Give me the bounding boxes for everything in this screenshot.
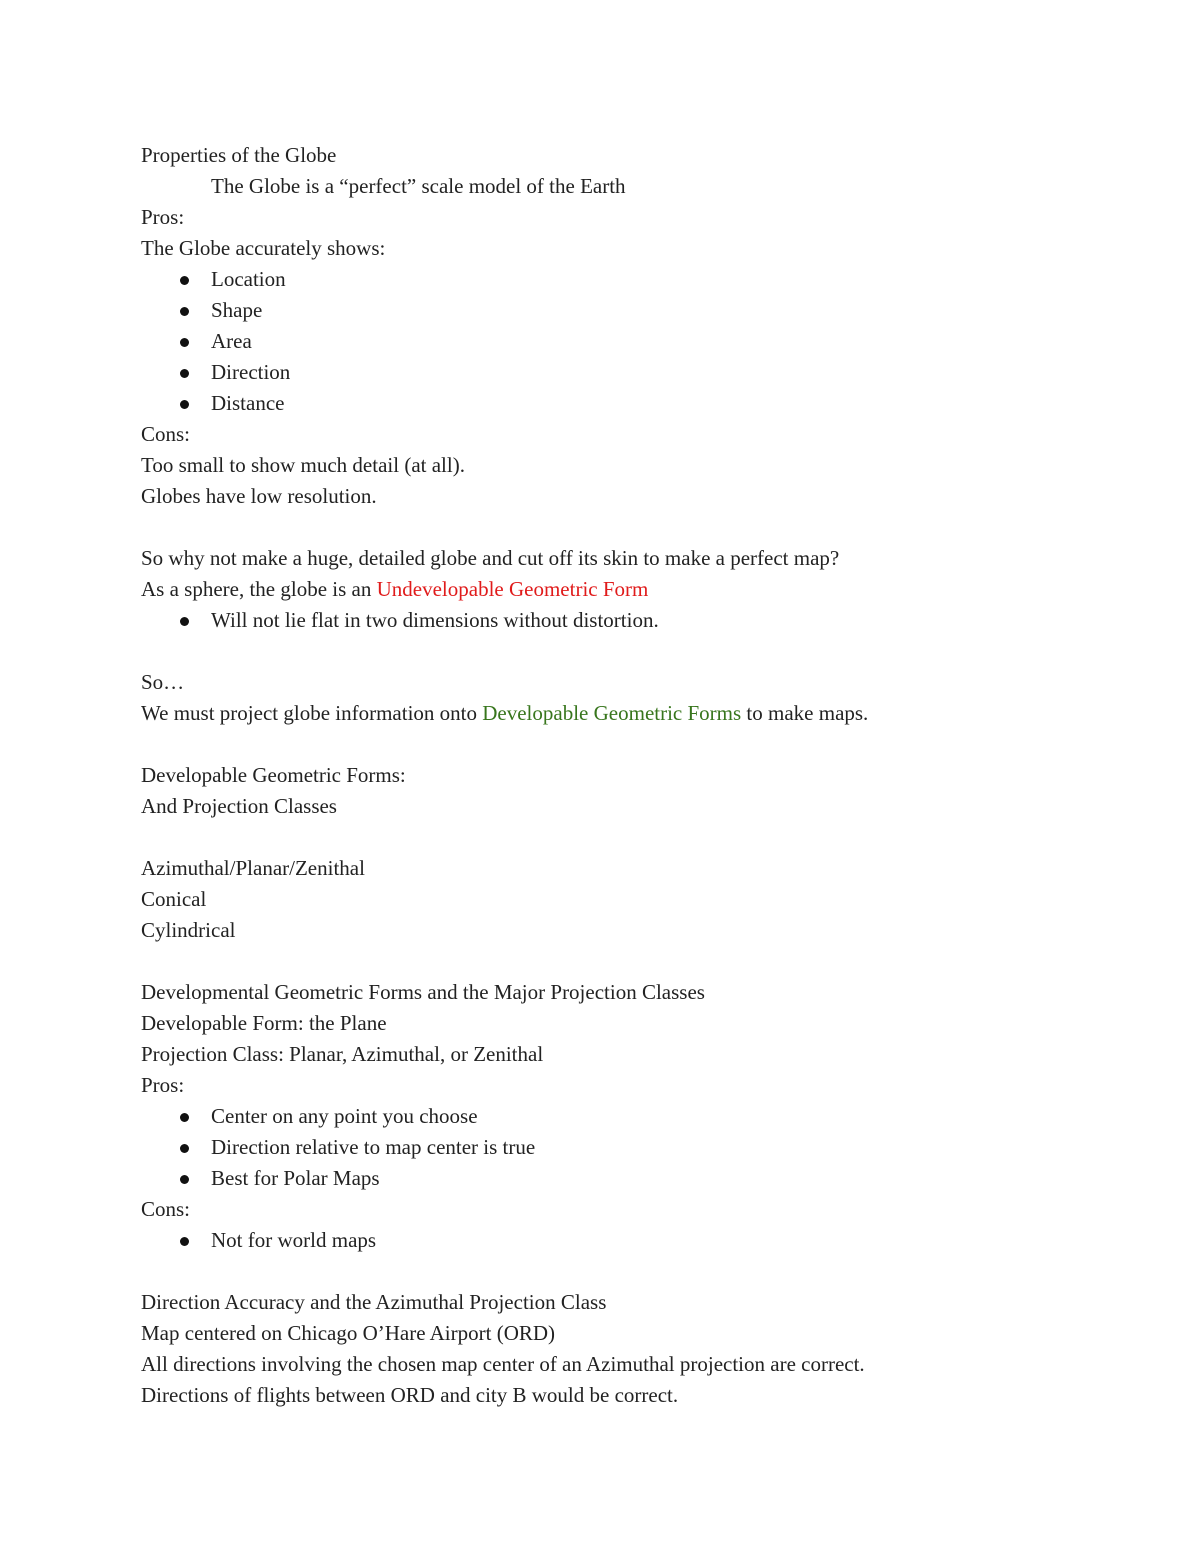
statement-prefix: As a sphere, the globe is an: [141, 577, 377, 601]
section-title-plane: Developmental Geometric Forms and the Major Projection Classes: [141, 980, 705, 1004]
forms-list-item: Cylindrical: [141, 918, 236, 942]
plane-class: Projection Class: Planar, Azimuthal, or Zenithal: [141, 1042, 544, 1066]
bullet-icon: [180, 400, 189, 409]
list-item: [141, 1101, 1101, 1132]
direction-line: Map centered on Chicago O’Hare Airport (ORD): [141, 1321, 556, 1345]
project-statement: [141, 698, 1101, 729]
direction-line: All directions involving the chosen map center of an Azimuthal projection are correct.: [141, 1352, 865, 1376]
list-item-text: Direction: [211, 360, 291, 384]
spacer: [141, 1256, 1101, 1287]
bullet-icon: [180, 276, 189, 285]
so-line: So…: [141, 670, 185, 694]
bullet-icon: [180, 1175, 189, 1184]
globe-subtitle: The Globe is a “perfect” scale model of the Earth: [211, 174, 626, 198]
globe-pros-label: Pros:: [141, 205, 185, 229]
developable-term: Developable Geometric Forms: [482, 701, 742, 725]
bullet-icon: [180, 1113, 189, 1122]
forms-subtitle: And Projection Classes: [141, 794, 337, 818]
list-item-text: Center on any point you choose: [211, 1104, 478, 1128]
project-prefix: We must project globe information onto: [141, 701, 483, 725]
plane-cons-label: Cons:: [141, 1197, 191, 1221]
list-item-text: Direction relative to map center is true: [211, 1135, 536, 1159]
globe-cons-label: Cons:: [141, 422, 191, 446]
list-item: [141, 1163, 1101, 1194]
document-body: [141, 140, 1101, 1411]
plane-form: Developable Form: the Plane: [141, 1011, 387, 1035]
forms-list-item: Azimuthal/Planar/Zenithal: [141, 856, 365, 880]
list-item: [141, 1225, 1101, 1256]
list-item-text: Not for world maps: [211, 1228, 377, 1252]
forms-list-item: Conical: [141, 887, 207, 911]
undevelopable-term: Undevelopable Geometric Form: [376, 577, 649, 601]
list-item: [141, 605, 1101, 636]
globe-cons-line: Too small to show much detail (at all).: [141, 453, 465, 477]
list-item-text: Shape: [211, 298, 263, 322]
section-title-direction: Direction Accuracy and the Azimuthal Projection Class: [141, 1290, 607, 1314]
bullet-icon: [180, 338, 189, 347]
list-item: [141, 295, 1101, 326]
globe-cons-line: Globes have low resolution.: [141, 484, 377, 508]
undevelopable-question: So why not make a huge, detailed globe and cut off its skin to make a perfect map?: [141, 546, 840, 570]
list-item-text: Best for Polar Maps: [211, 1166, 380, 1190]
spacer: [141, 636, 1101, 667]
spacer: [141, 946, 1101, 977]
list-item-text: Distance: [211, 391, 285, 415]
list-item-text: Area: [211, 329, 252, 353]
plane-pros-label: Pros:: [141, 1073, 185, 1097]
list-item-text: Location: [211, 267, 286, 291]
section-title-forms: Developable Geometric Forms:: [141, 763, 406, 787]
list-item: [141, 1132, 1101, 1163]
bullet-icon: [180, 1144, 189, 1153]
section-title-globe: Properties of the Globe: [141, 143, 337, 167]
list-item: [141, 326, 1101, 357]
bullet-icon: [180, 1237, 189, 1246]
spacer: [141, 512, 1101, 543]
project-suffix: to make maps.: [741, 701, 869, 725]
bullet-icon: [180, 617, 189, 626]
bullet-icon: [180, 307, 189, 316]
undevelopable-statement: [141, 574, 1101, 605]
spacer: [141, 729, 1101, 760]
list-item: [141, 357, 1101, 388]
globe-shows-label: The Globe accurately shows:: [141, 236, 386, 260]
list-item: [141, 388, 1101, 419]
bullet-icon: [180, 369, 189, 378]
spacer: [141, 822, 1101, 853]
direction-line: Directions of flights between ORD and city B would be correct.: [141, 1383, 679, 1407]
list-item-text: Will not lie flat in two dimensions without distortion.: [211, 608, 659, 632]
list-item: [141, 264, 1101, 295]
